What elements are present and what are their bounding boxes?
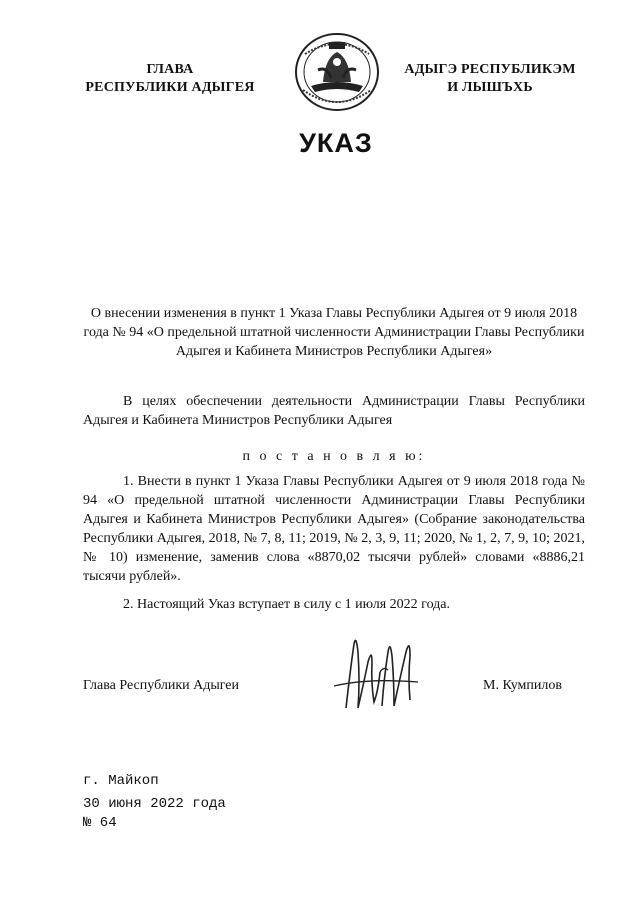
header-right-line1: АДЫГЭ РЕСПУБЛИКЭМ bbox=[404, 62, 576, 77]
header-left-line1: ГЛАВА bbox=[146, 62, 194, 77]
header-right-line2: И ЛЫШЪХЬ bbox=[447, 80, 533, 95]
header-left-line2: РЕСПУБЛИКИ АДЫГЕЯ bbox=[85, 80, 255, 95]
document-subject: О внесении изменения в пункт 1 Указа Главы Республики Адыгея от 9 июля 2018 года № 94 «О предельной штатной численности Администрации Главы Республики Адыгея и Кабинета Министров Республики Адыгея» bbox=[83, 306, 585, 359]
clause-2: 2. Настоящий Указ вступает в силу с 1 июля 2022 года. bbox=[123, 597, 451, 612]
document-title: УКАЗ bbox=[299, 128, 373, 158]
clause-1: 1. Внести в пункт 1 Указа Главы Республики Адыгея от 9 июля 2018 года № 94 «О предельной штатной численности Администрации Главы Республики Адыгея и Кабинета Министров Республики Адыгея» (Собрание законодательства Республики Адыгея, 2018, № 7, 8, 11; 2019, № 2, 3, 9, 11; 2020, № 1, 2, 7, 9, 10; 2021, № 10) изменение, заменив слова «8870,02 тысячи рублей» словами «8886,21 тысячи рублей». bbox=[83, 474, 585, 584]
header-right bbox=[380, 61, 600, 97]
coat-of-arms-seal-icon bbox=[293, 32, 381, 112]
header-left bbox=[60, 61, 280, 97]
decree-word: п о с т а н о в л я ю: bbox=[242, 449, 426, 464]
signatory-position: Глава Республики Адыгеи bbox=[83, 678, 240, 693]
handwritten-signature-icon bbox=[328, 622, 424, 716]
footer-city: г. Майкоп bbox=[83, 773, 159, 789]
signatory-name: М. Кумпилов bbox=[483, 678, 562, 693]
footer-date: 30 июня 2022 года bbox=[83, 796, 226, 812]
intro-paragraph: В целях обеспечении деятельности Администрации Главы Республики Адыгея и Кабинета Министров Республики Адыгея bbox=[83, 394, 585, 428]
footer-number: № 64 bbox=[83, 815, 117, 831]
